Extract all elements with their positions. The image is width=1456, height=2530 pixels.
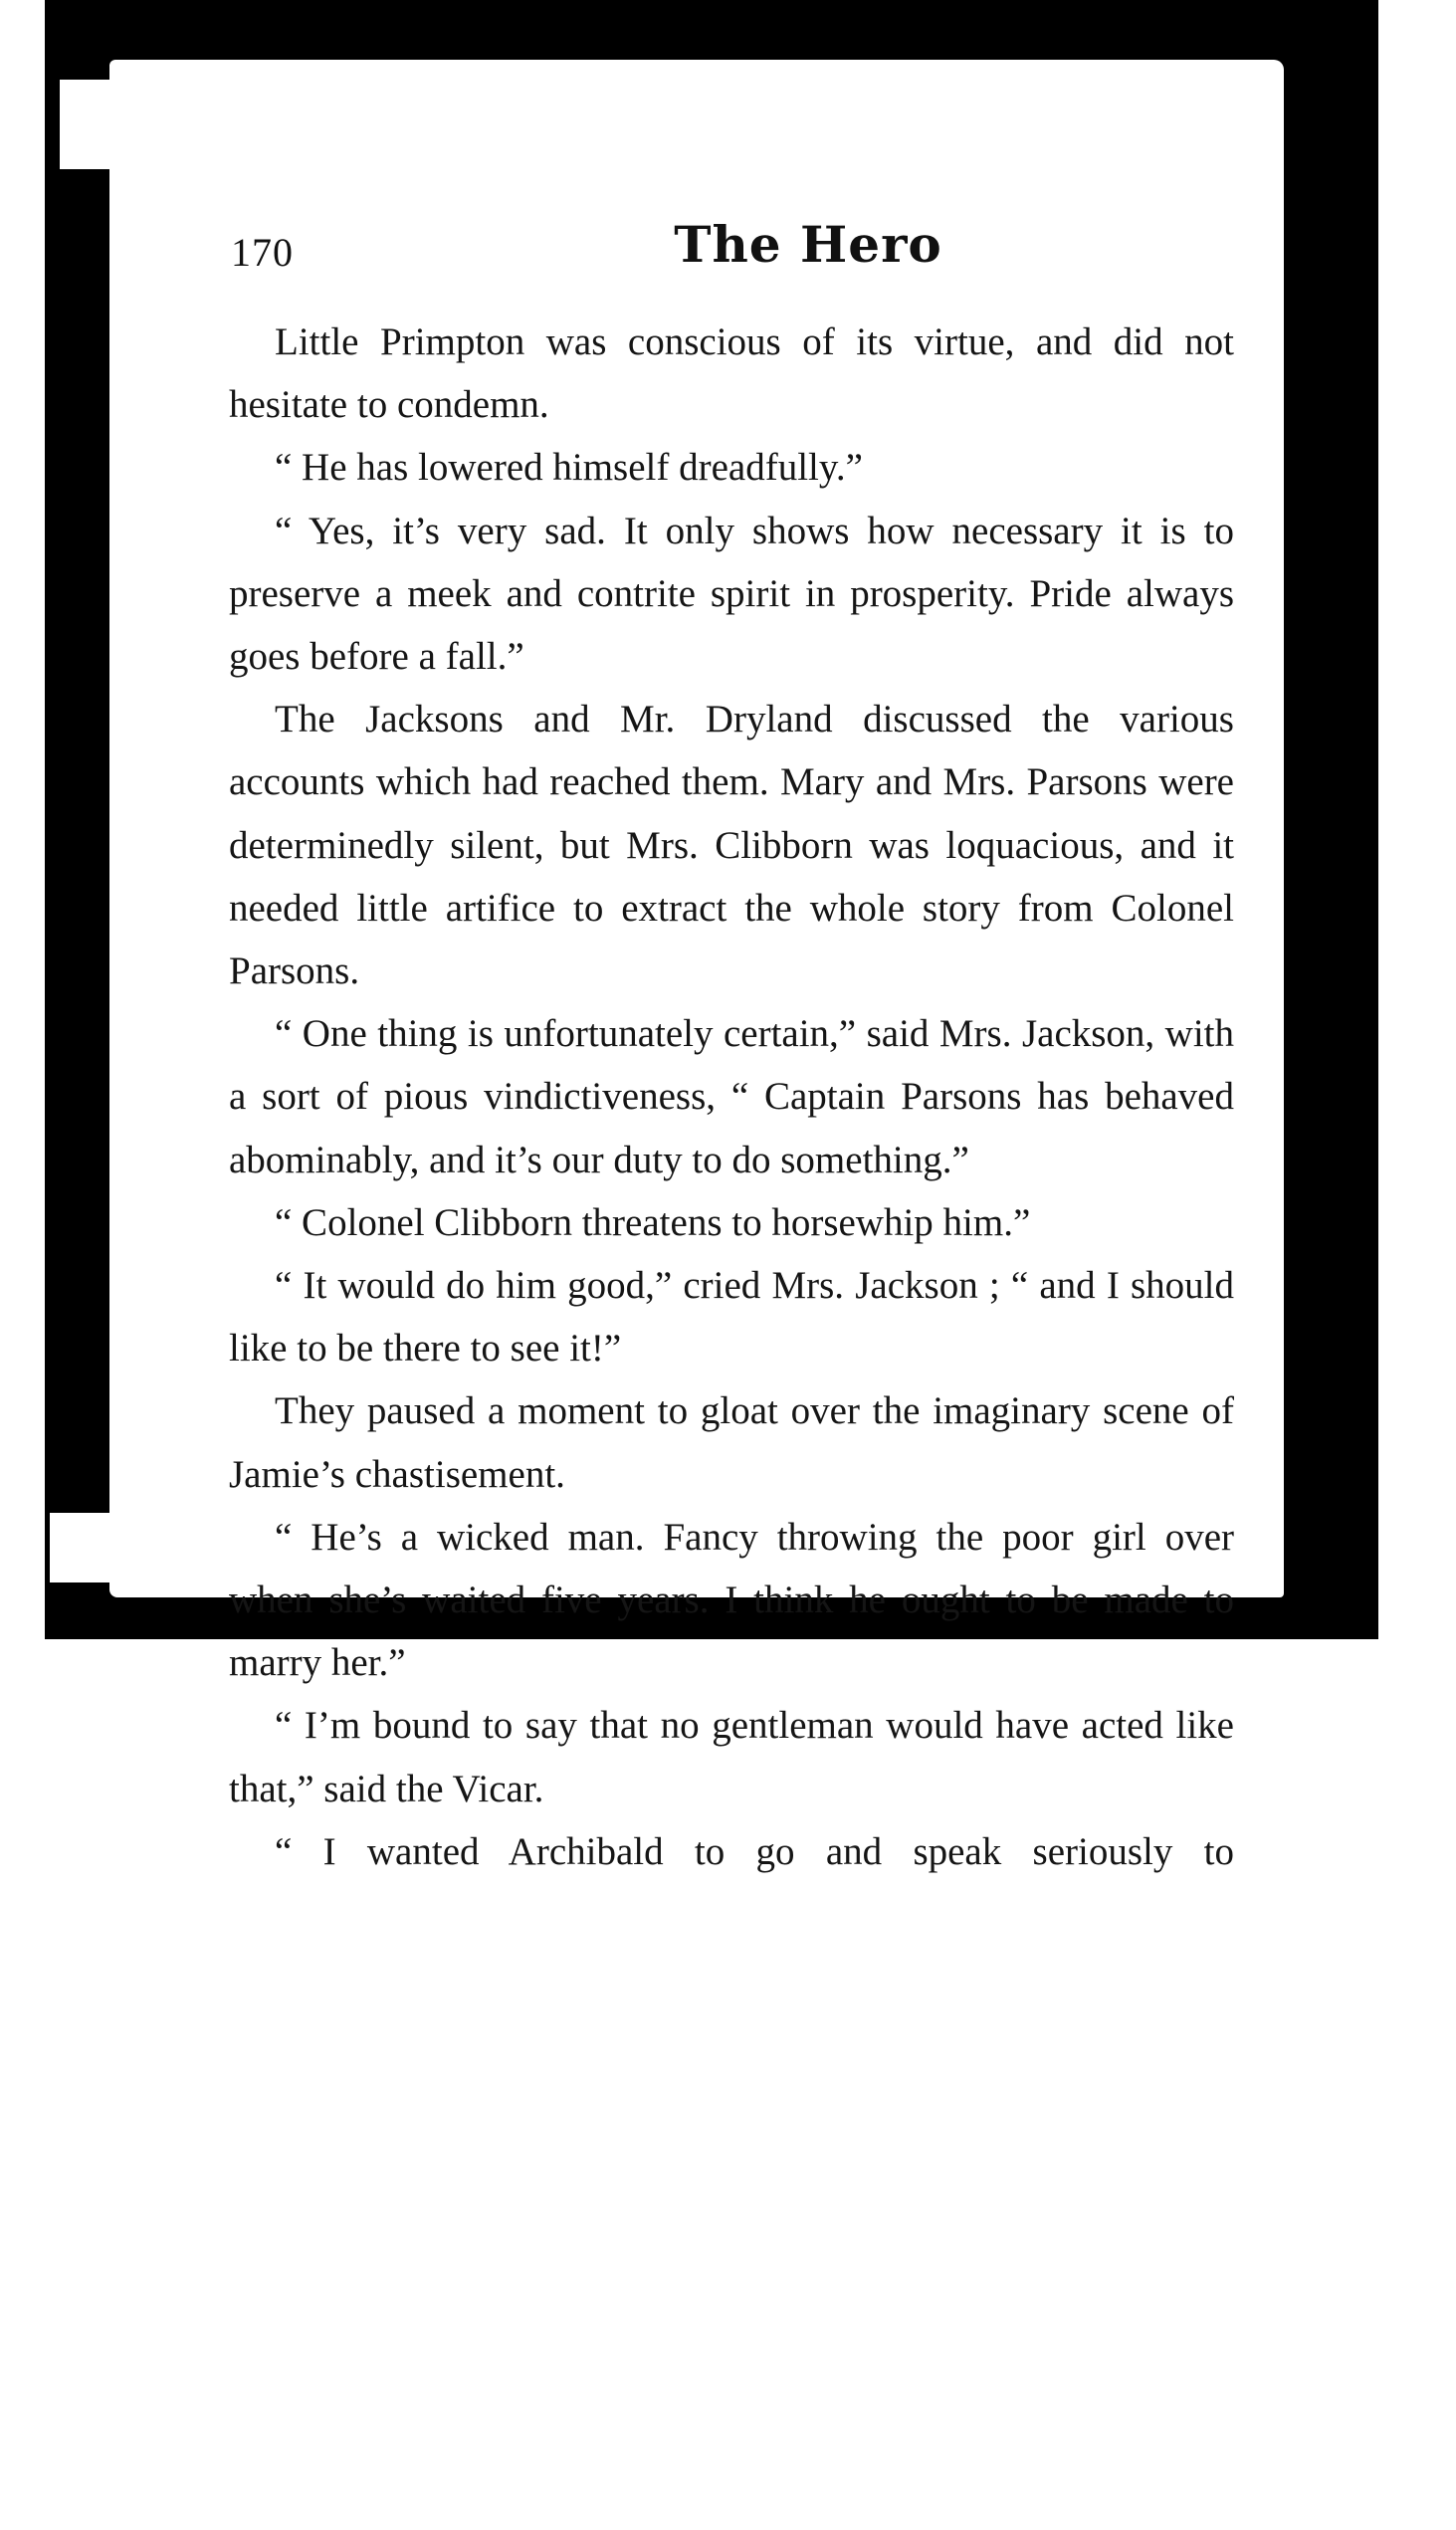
paragraph: “ He’s a wicked man. Fancy throwing the poor girl over when she’s waited five years. I think he ought to be made to marry her.” (229, 1515, 1234, 1685)
running-title: The Hero (674, 215, 942, 274)
paragraph: Little Primpton was conscious of its virtue, and did not hesitate to condemn. (229, 320, 1234, 427)
paragraph: The Jacksons and Mr. Dryland discussed the various accounts which had reached them. Mary and Mrs. Parsons were determinedly silent, but Mrs. Clibborn was loquacious, and it needed little artifice to extract the whole story from Colonel Parsons. (229, 698, 1234, 993)
body-text (229, 311, 1234, 1883)
paragraph: They paused a moment to gloat over the imaginary scene of Jamie’s chastisement. (229, 1389, 1234, 1496)
paragraph: “ He has lowered himself dreadfully.” (275, 446, 863, 490)
paragraph: “ I wanted Archibald to go and speak seriously to (275, 1829, 1234, 1873)
paragraph: “ Colonel Clibborn threatens to horsewhip him.” (275, 1200, 1031, 1244)
paragraph: “ Yes, it’s very sad. It only shows how necessary it is to preserve a meek and contrite spirit in prosperity. Pride always goes before a fall.” (229, 509, 1234, 679)
page-tear-left (60, 80, 119, 169)
paragraph: “ It would do him good,” cried Mrs. Jackson ; “ and I should like to be there to see it!” (229, 1264, 1234, 1370)
paragraph: “ One thing is unfortunately certain,” said Mrs. Jackson, with a sort of pious vindictiveness, “ Captain Parsons has behaved abominably, and it’s our duty to do something.” (229, 1012, 1234, 1181)
paragraph: “ I’m bound to say that no gentleman would have acted like that,” said the Vicar. (229, 1704, 1234, 1810)
page-tear-bottom (50, 1513, 189, 1582)
page-header (231, 211, 1236, 281)
page-number: 170 (231, 230, 294, 275)
